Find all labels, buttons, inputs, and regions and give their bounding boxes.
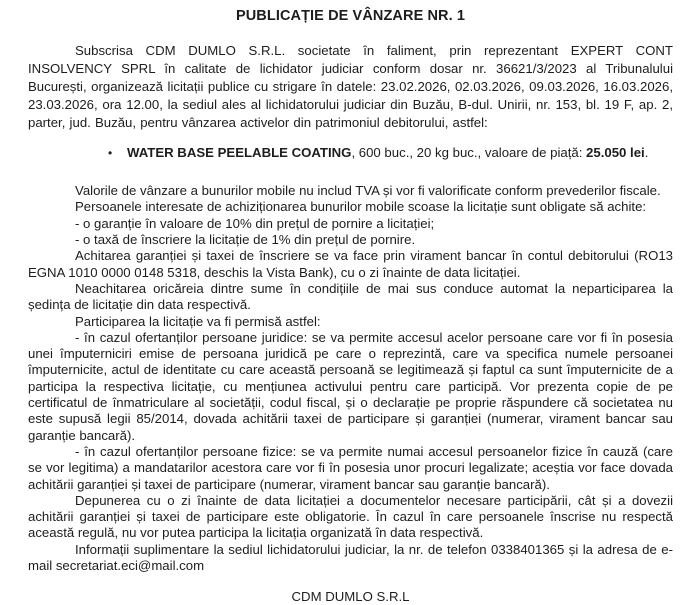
paragraph-payment: Achitarea garanției și taxei de înscriere se va face prin virament bancar în contul debitorului (RO13 EGNA 1010 0000 0148 5318, deschis la Vista Bank), cu o zi înainte de data licitației.: [28, 248, 673, 280]
paragraph-participation-intro: Participarea la licitație va fi permisă astfel:: [75, 313, 321, 329]
paragraph-nonpayment: Neachitarea oricăreia dintre sume în condițiile de mai sus conduce automat la neparticiparea la ședința de licitație din data respectivă.: [28, 280, 673, 313]
paragraph-natural-persons: - în cazul ofertanților persoane fizice: se va permite numai accesul persoanelor fizice în cauză (care se vor legitima) a mandatarilor acestora care vor fi în posesia unor procuri legalizate; aceștia vor face dovada achitării garanției și taxei de participare (numerar, virament bancar sau garanție bancară).: [28, 443, 673, 492]
asset-name: WATER BASE PEELABLE COATING: [127, 145, 352, 161]
debtor-signature: CDM DUMLO S.R.L: [291, 589, 410, 605]
intro-paragraph: Subscrisa CDM DUMLO S.R.L. societate în faliment, prin reprezentant EXPERT CONT INSOLVENCY SPRL în calitate de lichidator judiciar conform dosar nr. 36621/3/2023 al Tribunalului București, organizează licitații publice cu strigare în datele: 23.02.2026, 02.03.2026, 09.03.2026, 16.03.2026, 23.03.2026, ora 12.00, la sediul ales al lichidatorului judiciar din Buzău, B-dul. Unirii, nr. 153, bl. 19 F, ap. 2, parter, jud. Buzău, pentru vânzarea activelor din patrimoniul debitorului, astfel:: [28, 43, 673, 130]
terms-line-vat: Valorile de vânzare a bunurilor mobile nu includ TVA și vor fi valorificate conform prevederilor fiscale.: [75, 183, 661, 199]
paragraph-document-submission: Depunerea cu o zi înainte de data licitației a documentelor necesare participării, cât și a dovezii achitării garanției și taxei de participare este obligatorie. În cazul în care persoanele înscrise nu respectă această regulă, nu vor putea participa la licitația organizată în data respectivă.: [28, 492, 673, 541]
asset-market-value: 25.050 lei: [586, 145, 645, 161]
paragraph-legal-entities: - în cazul ofertanților persoane juridice: se va permite accesul acelor persoane care vor fi în posesia unei împuterniciri emise de persoana juridică pe care o reprezintă, care va specifica numele persoanei împuternicite, actul de identitate cu care această persoană se legitimează și faptul ca sunt împuternicite de a participa la respectiva licitație, cu mențiunea activului pentru care participă. Vor prezenta copie de pe certificatul de înmatriculare al societății, codul fiscal, și o declarație pe proprie răspundere că societatea nu este supusă legii 85/2014, dovada achitării taxei de participare și garanției (numerar, virament bancar sau garanție bancară).: [28, 329, 673, 443]
terms-line-fee: - o taxă de înscriere la licitație de 1% din prețul de pornire.: [75, 232, 416, 248]
document-title: PUBLICAȚIE DE VÂNZARE NR. 1: [235, 8, 466, 24]
paragraph-contact-info: Informații suplimentare la sediul lichidatorului judiciar, la nr. de telefon 0338401365 și la adresa de e-mail secretariat.eci@mail.com: [28, 541, 673, 574]
bullet-icon: •: [108, 146, 113, 161]
terms-block: [28, 183, 673, 248]
asset-list-item: [108, 145, 673, 161]
terms-line-obligations: Persoanele interesate de achiziționarea bunurilor mobile scoase la licitație sunt obligate să achite:: [75, 199, 647, 215]
asset-details-suffix: .: [644, 145, 649, 161]
body-paragraphs: [28, 248, 673, 574]
asset-details: , 600 buc., 20 kg buc., valoare de piață:: [351, 145, 587, 161]
terms-line-guarantee: - o garanție în valoare de 10% din prețul de pornire a licitației;: [75, 215, 435, 231]
